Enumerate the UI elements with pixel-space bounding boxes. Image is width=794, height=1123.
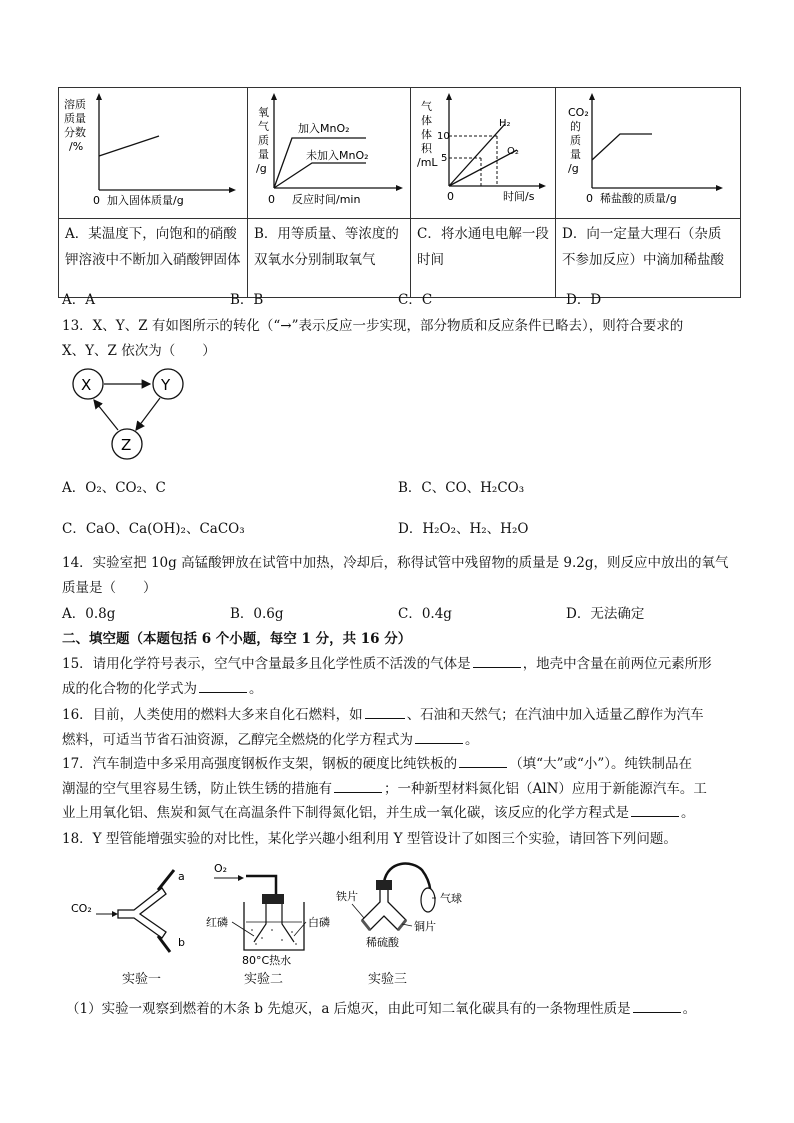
exp2-white-p-label: 白磷 [308,916,330,929]
graph-d-curve [592,134,652,160]
exp3-figure [332,858,472,958]
graph-c-ylabel-3: 体 [421,128,432,141]
q14-option-b[interactable]: B．0.6g [230,606,284,622]
q17-text-4: ；一种新型材料氮化铝（AlN）应用于新能源汽车。工 [384,781,707,797]
graph-c-curve2-label: O₂ [507,146,519,157]
q17-text-5: 业上用氧化铝、焦炭和氮气在高温条件下制得氮化铝，并生成一氧化碳，该反应的化学方程式是 [62,805,629,821]
node-x-label: X [81,376,92,394]
q17-text-2: （填“大”或“小”）。纯铁制品在 [509,756,693,772]
graph-c-origin: 0 [447,190,454,203]
q13-option-d[interactable]: D．H₂O₂、H₂、H₂O [398,521,529,537]
q17-blank-3[interactable] [631,804,679,817]
arrow-y-to-z [136,398,160,430]
q15-text-1: 15．请用化学符号表示，空气中含量最多且化学性质不活泼的气体是 [62,656,471,672]
exp3-fe-label: 铁片 [336,890,358,903]
exp3-balloon-label: 气球 [440,892,462,905]
graph-a-ylabel-2: 质量 [64,112,86,125]
q15-blank-2[interactable] [199,680,247,693]
graph-b-ylabel-5: /g [256,162,267,175]
exp1-stick-b [158,936,170,952]
exp3-cu-label: 铜片 [414,920,436,933]
q18-stem: 18．Y 型管能增强实验的对比性，某化学兴趣小组利用 Y 型管设计了如图三个实验，请回答下列问题。 [62,831,677,847]
q15-line2 [62,677,263,701]
q17-text-6: 。 [681,805,695,821]
exp2-water-label: 80°C热水 [242,954,292,966]
exp2-red-p-label: 红磷 [206,916,228,929]
exp2-beaker [244,902,304,950]
q13-option-b[interactable]: B．C、CO、H₂CO₃ [398,480,525,496]
q12-option-a[interactable]: A．A [62,292,95,308]
q18-sub1-blank[interactable] [633,1000,681,1013]
exp1-b-label: b [178,936,185,949]
exp2-caption: 实验二 [244,972,284,987]
graph-d-svg [556,88,740,214]
q14-option-a[interactable]: A．0.8g [62,606,116,622]
q12-graph-b [248,88,411,219]
exp3-stopper [376,880,392,890]
q14-option-d[interactable]: D．无法确定 [566,606,645,622]
graph-b-curve1-label: 加入MnO₂ [298,122,350,135]
q17-blank-2[interactable] [334,780,382,793]
q17-line1 [62,752,692,776]
graph-a-xlabel: 加入固体质量/g [107,194,184,207]
exp3-y-tube [362,890,406,930]
q12-table [58,87,741,298]
q12-graph-c [411,88,556,219]
q12-option-c[interactable]: C．C [398,292,433,308]
q14-stem-line1: 14．实验室把 10g 高锰酸钾放在试管中加热，冷却后，称得试管中残留物的质量是 9.2g，则反应中放出的氧气 [62,555,729,571]
graph-b-ylabel-1: 氧 [258,106,269,119]
q15-text-3: 成的化合物的化学式为 [62,681,197,697]
graph-b-curve2-label: 未加入MnO₂ [306,149,369,162]
q15-text-2: ，地壳中含量在前两位元素所形 [522,656,712,672]
q15-line1 [62,652,712,676]
q13-stem-line1: 13．X、Y、Z 有如图所示的转化（“→”表示反应一步实现，部分物质和反应条件已略去），则符合要求的 [62,318,684,334]
q12-desc-d: D．向一定量大理石（杂质不参加反应）中滴加稀盐酸 [556,219,741,298]
q18-sub1 [66,997,696,1021]
graph-a-ylabel-1: 溶质 [64,98,86,111]
q13-option-c[interactable]: C．CaO、Ca(OH)₂、CaCO₃ [62,521,245,537]
exp2-o2-label: O₂ [214,862,228,875]
q12-graph-a [59,88,248,219]
q17-line3 [62,801,695,825]
graph-a-ylabel-4: /% [69,140,84,153]
section-2-title: 二、填空题（本题包括 6 个小题，每空 1 分，共 16 分） [62,631,412,647]
q14-stem-line2: 质量是（ ） [62,580,157,596]
exp2-y-tube [254,904,294,942]
q17-text-1: 17．汽车制造中多采用高强度钢板作支架，钢板的硬度比纯铁板的 [62,756,458,772]
graph-a-origin: 0 [93,194,100,207]
exp1-caption: 实验一 [122,972,162,987]
q16-line2 [62,728,479,752]
q14-option-c[interactable]: C．0.4g [398,606,452,622]
q16-text-1: 16．目前，人类使用的燃料大多来自化石燃料，如 [62,707,363,723]
exp3-balloon [421,888,435,912]
q15-blank-1[interactable] [473,655,521,668]
node-y-label: Y [161,376,171,394]
exp3-acid-label: 稀硫酸 [366,936,399,949]
q16-text-2: 、石油和天然气；在汽油中加入适量乙醇作为汽车 [406,707,704,723]
q12-option-b[interactable]: B．B [230,292,264,308]
graph-c-curve1-label: H₂ [499,118,511,129]
q17-text-3: 潮湿的空气里容易生锈，防止铁生锈的措施有 [62,781,332,797]
graph-d-ylabel-1: CO₂ [568,106,589,119]
q12-graph-d [556,88,741,219]
q16-text-3: 燃料，可适当节省石油资源，乙醇完全燃烧的化学方程式为 [62,732,413,748]
graph-d-xlabel: 稀盐酸的质量/g [600,192,677,205]
graph-b-origin: 0 [268,193,275,206]
graph-c-tick-10: 10 [437,131,450,142]
exp2-figure [206,858,336,966]
q17-blank-1[interactable] [459,755,507,768]
graph-c-xlabel: 时间/s [503,190,535,203]
q15-text-4: 。 [249,681,263,697]
exp1-y-tube [118,888,166,938]
q16-blank-2[interactable] [415,731,463,744]
graph-b-curve-no-mno2 [274,163,366,188]
exp2-stopper [262,894,284,904]
q12-option-d[interactable]: D．D [566,292,602,308]
q16-text-4: 。 [465,732,479,748]
q13-option-a[interactable]: A．O₂、CO₂、C [62,480,166,496]
exp1-a-label: a [178,870,185,883]
graph-b-xlabel: 反应时间/min [292,193,361,206]
graph-c-ylabel-5: /mL [417,156,438,169]
q12-desc-b: B．用等质量、等浓度的双氧水分别制取氧气 [248,219,411,298]
exp1-stick-a [158,870,174,890]
q18-sub1-text-2: 。 [682,1001,697,1017]
graph-c-ylabel-2: 体 [421,114,432,127]
q18-sub1-text-1: （1）实验一观察到燃着的木条 b 先熄灭，a 后熄灭，由此可知二氧化碳具有的一条物理性质是 [66,1001,631,1017]
graph-b-ylabel-4: 量 [258,148,269,161]
exp1-co2-label: CO₂ [71,902,92,915]
q16-blank-1[interactable] [365,706,405,719]
exp1-figure [66,858,196,958]
graph-d-origin: 0 [586,192,593,205]
graph-a-curve [99,136,159,156]
graph-b-ylabel-3: 质 [258,134,269,147]
graph-a-ylabel-3: 分数 [64,126,86,139]
q17-line2 [62,777,707,801]
exp3-caption: 实验三 [368,972,408,987]
q12-desc-c: C．将水通电电解一段时间 [411,219,556,298]
q13-cycle-diagram [64,364,194,464]
q13-stem-line2: X、Y、Z 依次为（ ） [62,343,216,359]
arrow-z-to-x [94,400,118,430]
q12-desc-a: A．某温度下，向饱和的硝酸钾溶液中不断加入硝酸钾固体 [59,219,248,298]
q16-line1 [62,703,704,727]
graph-c-tick-5: 5 [441,153,448,164]
graph-d-ylabel-3: 质 [570,134,581,147]
graph-c-ylabel-1: 气 [421,100,432,113]
graph-d-ylabel-2: 的 [570,120,581,133]
graph-a-svg [59,88,247,214]
graph-d-ylabel-5: /g [568,162,579,175]
graph-c-svg [411,88,555,214]
node-z-label: Z [121,436,132,454]
graph-c-ylabel-4: 积 [421,142,432,155]
graph-b-svg [248,88,410,214]
graph-b-ylabel-2: 气 [258,120,269,133]
graph-d-ylabel-4: 量 [570,148,581,161]
